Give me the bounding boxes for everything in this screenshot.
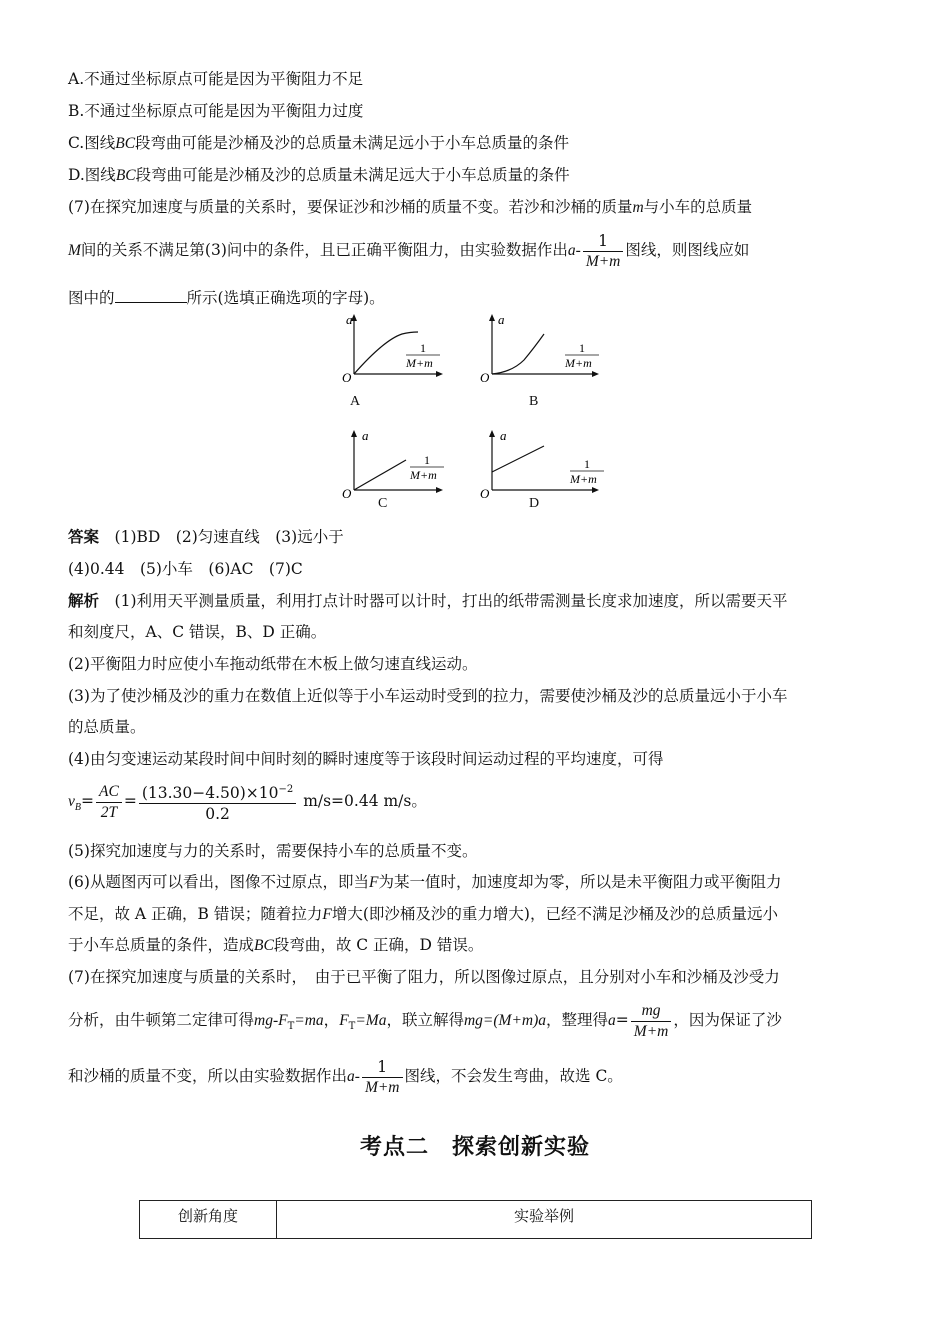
analysis-p6c: 于小车总质量的条件，造成BC段弯曲，故 C 正确，D 错误。	[68, 936, 484, 954]
axis-label-a: a	[498, 312, 505, 327]
section-title: 考点二 探索创新实验	[359, 1134, 590, 1160]
analysis-p2: (2)平衡阻力时应使小车拖动纸带在木板上做匀速直线运动。	[68, 655, 478, 673]
graph-caption-b: B	[529, 394, 539, 409]
axis-label-mm: M+m	[410, 468, 437, 482]
origin-label: O	[480, 370, 490, 385]
graph-d	[478, 428, 608, 507]
axis-label-a: a	[500, 428, 507, 443]
axis-label-mm: M+m	[406, 356, 433, 370]
axis-label-mm: M+m	[570, 472, 597, 486]
analysis-p1b: 和刻度尺，A、C 错误，B、D 正确。	[68, 623, 327, 641]
q7-line-2: M间的关系不满足第(3)问中的条件，且已正确平衡阻力，由实验数据作出a- $\frac{1}{M+m}$ 图线，则图线应如	[68, 231, 750, 270]
axis-label-a: a	[362, 428, 369, 443]
table-header-cell: 实验举例	[277, 1201, 812, 1239]
axis-label-one: 1	[420, 341, 426, 355]
graph-c	[340, 428, 450, 507]
option-d: D.图线BC段弯曲可能是沙桶及沙的总质量未满足远大于小车总质量的条件	[68, 166, 570, 184]
q7-line-1: (7)在探究加速度与质量的关系时，要保证沙和沙桶的质量不变。若沙和沙桶的质量m与小车的总质量	[68, 198, 753, 216]
fraction: $\frac{1}{M+m}$	[583, 231, 624, 272]
graph-caption-c: C	[378, 496, 388, 511]
velocity-equation: $v_B=$ $\frac{AC}{2T}$ = $\frac{(13.30-4.50)\times 10^{-2}}{0.2}$ m/s=0.44 m/s。	[68, 778, 427, 831]
axis-label-a: a	[346, 312, 353, 327]
analysis-p4a: (4)由匀变速运动某段时间中间时刻的瞬时速度等于该段时间运动过程的平均速度，可得	[68, 750, 664, 768]
analysis-p3b: 的总质量。	[68, 718, 146, 736]
innovation-table	[139, 1200, 812, 1239]
axis-label-one: 1	[424, 453, 430, 467]
graph-caption-a: A	[350, 394, 361, 409]
analysis-p1a: 解析 (1)利用天平测量质量，利用打点计时器可以计时，打出的纸带需测量长度求加速度，所以需要天平	[68, 591, 788, 610]
graph-a	[340, 312, 450, 391]
option-a: A.不通过坐标原点可能是因为平衡阻力不足	[68, 70, 364, 88]
analysis-p5: (5)探究加速度与力的关系时，需要保持小车的总质量不变。	[68, 842, 478, 860]
table-header-row	[140, 1201, 812, 1239]
option-b: B.不通过坐标原点可能是因为平衡阻力过度	[68, 102, 364, 120]
answer-line-2: (4)0.44 (5)小车 (6)AC (7)C	[68, 560, 303, 578]
analysis-p7b: 分析，由牛顿第二定律可得$mg-F_T=ma$，$F_T=Ma$，联立解得mg=(M+m)a，整理得a= $\frac{mg}{M+m}$ ，因为保证了沙	[68, 1001, 782, 1040]
analysis-p6a: (6)从题图丙可以看出，图像不过原点，即当F为某一值时，加速度却为零，所以是未平衡阻力或平衡阻力	[68, 873, 782, 891]
axis-label-mm: M+m	[565, 356, 592, 370]
table-header-cell: 创新角度	[140, 1201, 277, 1239]
option-c: C.图线BC段弯曲可能是沙桶及沙的总质量未满足远小于小车总质量的条件	[68, 134, 570, 152]
answer-blank	[115, 286, 187, 303]
analysis-p7c: 和沙桶的质量不变，所以由实验数据作出a- $\frac{1}{M+m}$ 图线，不会发生弯曲，故选 C。	[68, 1057, 623, 1096]
answer-label: 答案	[68, 527, 100, 546]
q7-line-3: 图中的 所示(选填正确选项的字母)。	[68, 286, 385, 309]
graph-b	[478, 312, 608, 391]
origin-label: O	[342, 370, 352, 385]
analysis-label: 解析	[68, 591, 100, 610]
axis-label-one: 1	[584, 457, 590, 471]
analysis-p6b: 不足，故 A 正确，B 错误；随着拉力F增大(即沙桶及沙的重力增大)，已经不满足沙桶及沙的总质量远小	[68, 905, 778, 923]
graph-caption-d: D	[529, 496, 540, 511]
answer-line-1: 答案 (1)BD (2)匀速直线 (3)远小于	[68, 527, 344, 546]
origin-label: O	[480, 486, 490, 501]
origin-label: O	[342, 486, 352, 501]
analysis-p7a: (7)在探究加速度与质量的关系时， 由于已平衡了阻力，所以图像过原点，且分别对小车和沙桶及沙受力	[68, 968, 780, 986]
axis-label-one: 1	[579, 341, 585, 355]
analysis-p3a: (3)为了使沙桶及沙的重力在数值上近似等于小车运动时受到的拉力，需要使沙桶及沙的总质量远小于小车	[68, 687, 788, 705]
